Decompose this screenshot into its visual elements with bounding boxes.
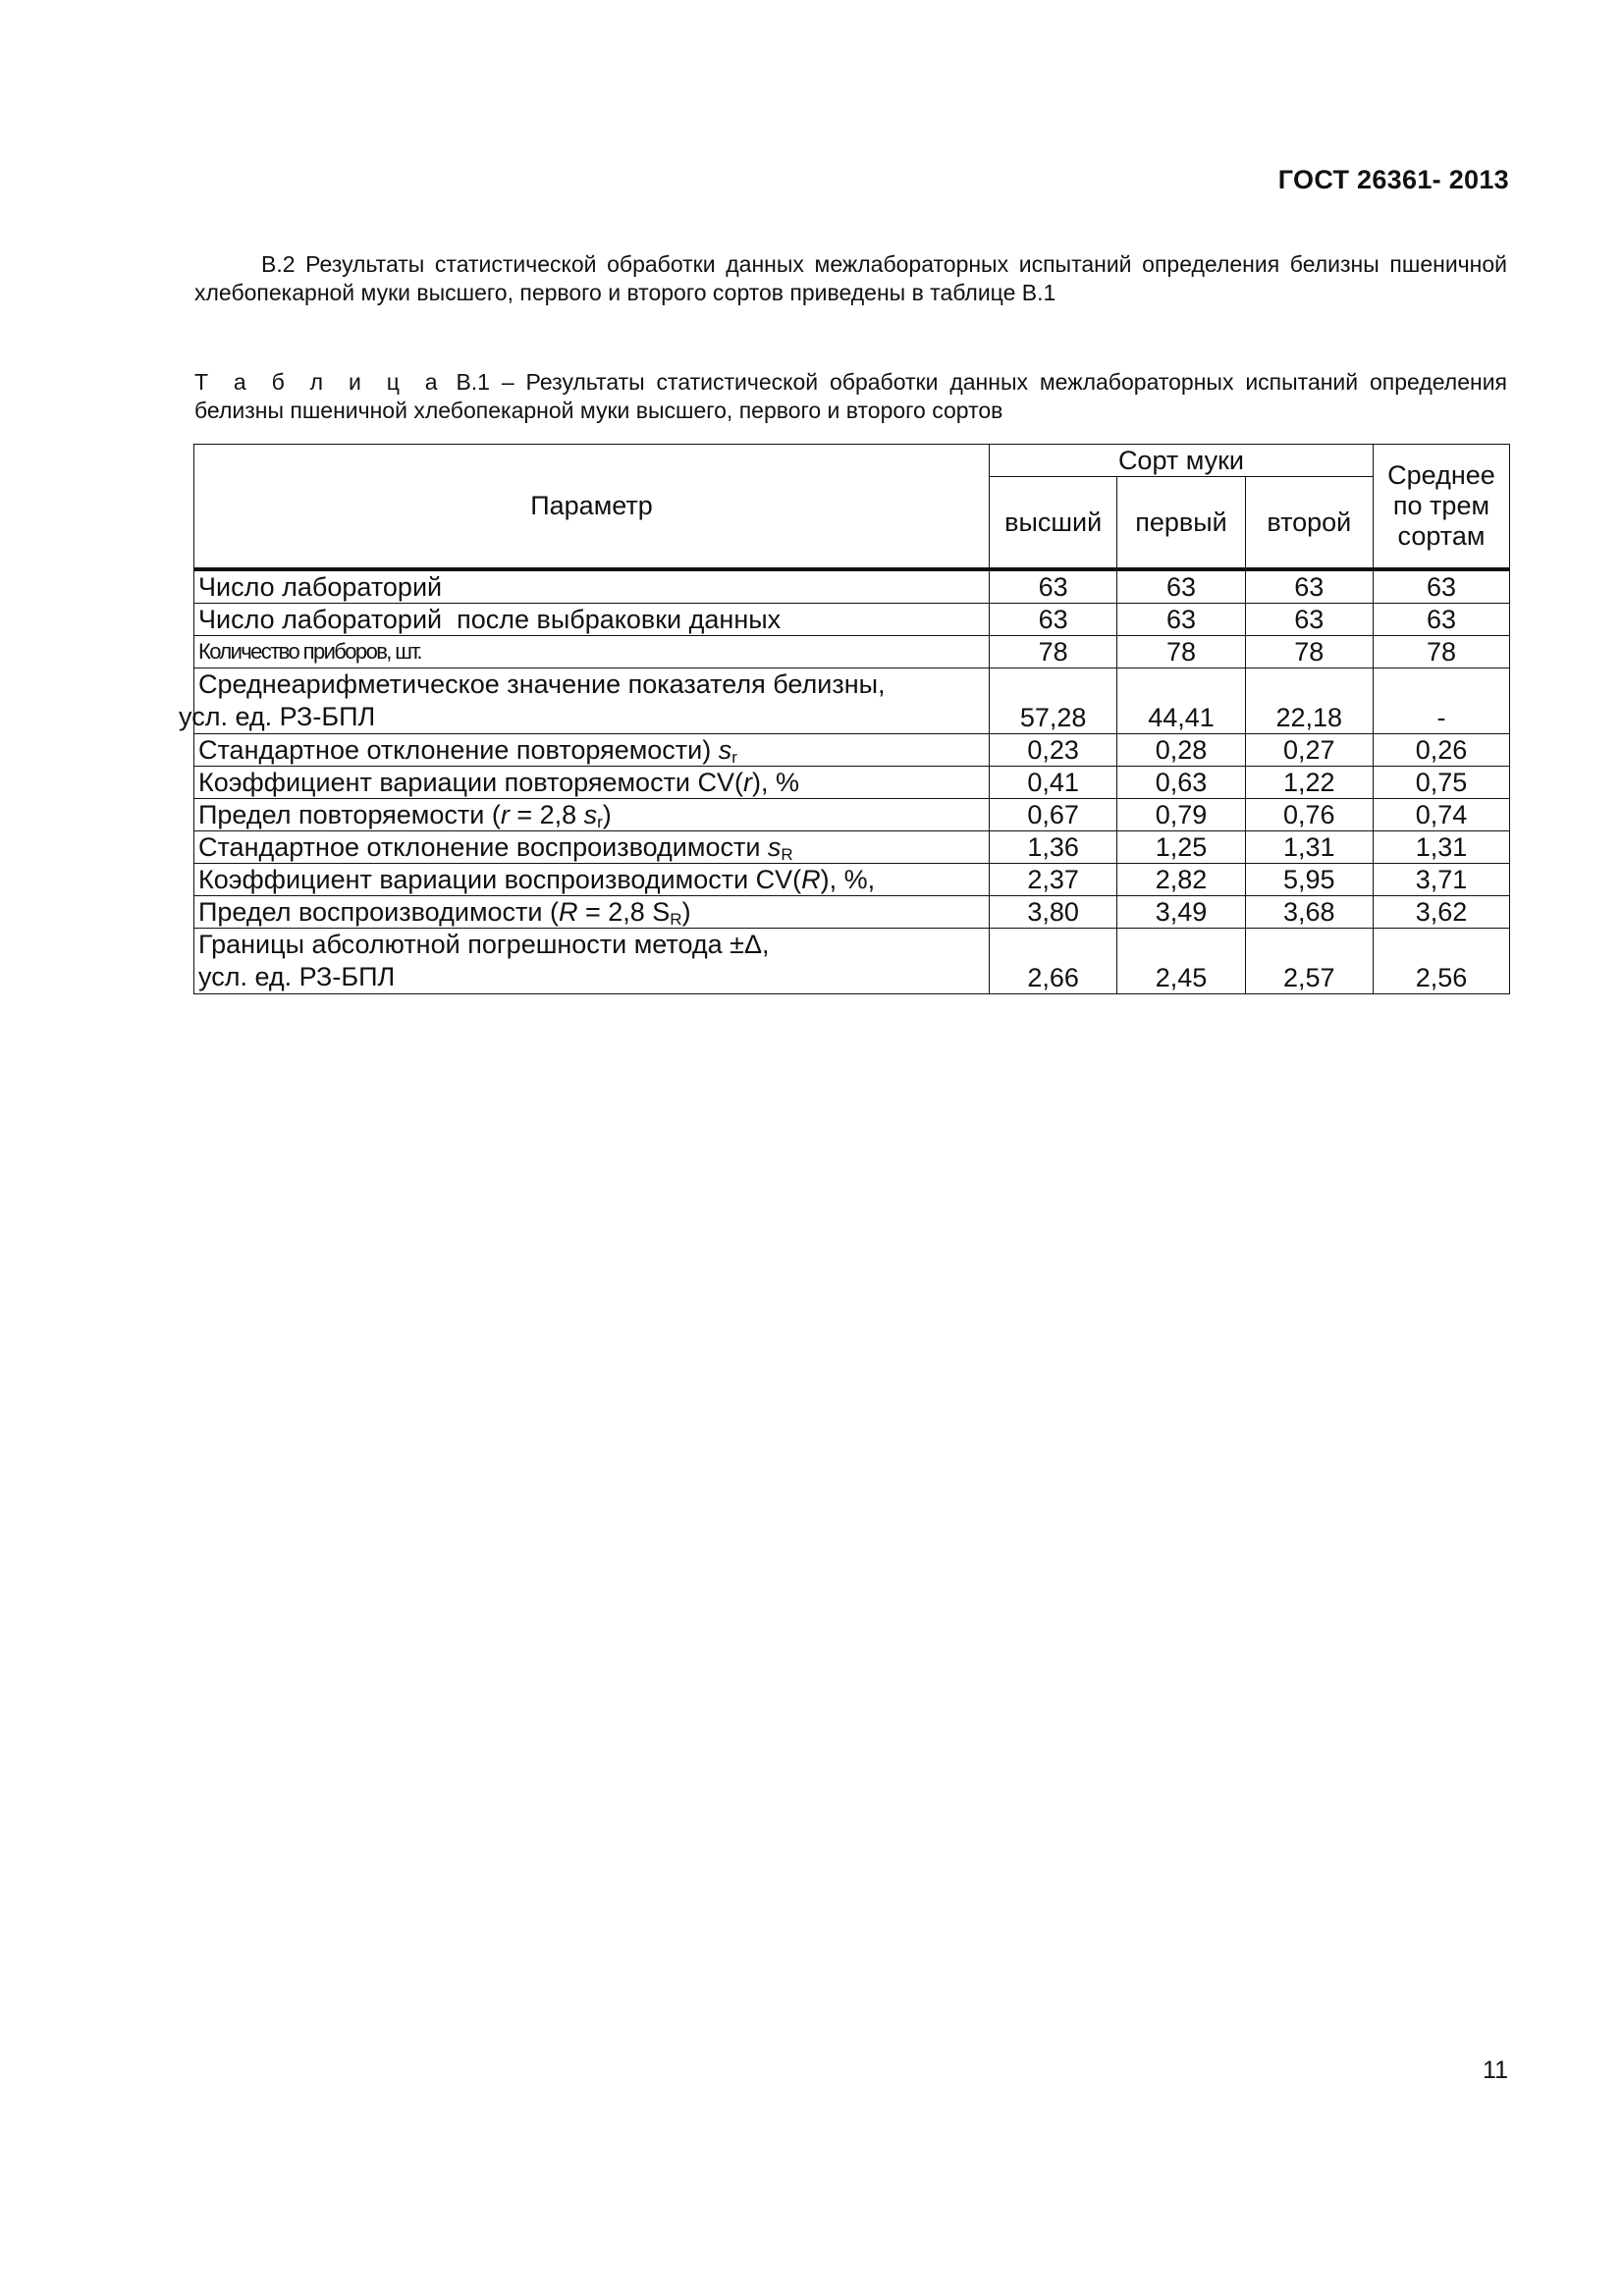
row-label-tail: ) xyxy=(602,800,612,829)
symbol-sub: r xyxy=(597,813,603,831)
cell-second: 22,18 xyxy=(1245,668,1373,734)
intro-paragraph: В.2 Результаты статистической обработки данных межлабораторных испытаний определения белизны пшеничной хлебопекарной муки высшего, первого и второго сортов приведены в таблице В.1 xyxy=(194,251,1507,305)
cell-second: 63 xyxy=(1245,604,1373,636)
cell-top: 0,23 xyxy=(990,734,1117,767)
table-row xyxy=(194,569,1510,604)
row-label-line2: усл. ед. РЗ-БПЛ xyxy=(179,702,376,731)
symbol-s: s xyxy=(767,832,782,862)
cell-average: 63 xyxy=(1373,604,1509,636)
row-label xyxy=(194,864,990,896)
row-label: Число лабораторий после выбраковки данных xyxy=(194,604,990,636)
cell-first: 44,41 xyxy=(1117,668,1245,734)
row-label xyxy=(194,799,990,831)
row-label-text: Стандартное отклонение повторяемости) xyxy=(198,735,719,765)
cell-top: 1,36 xyxy=(990,831,1117,864)
table-row xyxy=(194,864,1510,896)
table-row xyxy=(194,767,1510,799)
row-label-mid: = 2,8 S xyxy=(577,897,671,927)
table-row xyxy=(194,604,1510,636)
symbol-sub: R xyxy=(670,910,682,929)
row-label-text: Предел воспроизводимости ( xyxy=(198,897,559,927)
header-grade-second: второй xyxy=(1245,477,1373,570)
page-number: 11 xyxy=(1483,2056,1508,2084)
cell-average: 2,56 xyxy=(1373,929,1509,994)
row-label xyxy=(179,668,990,734)
row-label xyxy=(194,896,990,929)
table-row xyxy=(194,734,1510,767)
symbol-r: r xyxy=(743,768,753,797)
cell-second: 78 xyxy=(1245,636,1373,668)
cell-average: 3,71 xyxy=(1373,864,1509,896)
header-grade-first: первый xyxy=(1117,477,1245,570)
table-row xyxy=(194,668,1510,734)
cell-first: 0,63 xyxy=(1117,767,1245,799)
row-label-line2: усл. ед. РЗ-БПЛ xyxy=(198,962,396,991)
cell-second: 3,68 xyxy=(1245,896,1373,929)
cell-second: 63 xyxy=(1245,569,1373,604)
symbol-sub: R xyxy=(781,845,793,864)
row-label-mid: = 2,8 xyxy=(509,800,584,829)
table-caption xyxy=(194,368,1507,425)
cell-top: 0,67 xyxy=(990,799,1117,831)
table-row xyxy=(194,799,1510,831)
row-label-tail: ), %, xyxy=(820,865,876,894)
row-label-line1: Границы абсолютной погрешности метода ±Δ, xyxy=(198,930,770,959)
table-row xyxy=(194,929,1510,994)
cell-top: 2,66 xyxy=(990,929,1117,994)
cell-average: 0,26 xyxy=(1373,734,1509,767)
header-param: Параметр xyxy=(194,445,990,570)
cell-average: - xyxy=(1373,668,1509,734)
row-label xyxy=(194,734,990,767)
row-label-text: Коэффициент вариации воспроизводимости CV( xyxy=(198,865,802,894)
symbol-r: R xyxy=(801,865,821,894)
cell-first: 3,49 xyxy=(1117,896,1245,929)
cell-average: 63 xyxy=(1373,569,1509,604)
symbol-r: r xyxy=(500,800,510,829)
cell-first: 63 xyxy=(1117,604,1245,636)
cell-top: 3,80 xyxy=(990,896,1117,929)
cell-second: 1,31 xyxy=(1245,831,1373,864)
cell-second: 0,76 xyxy=(1245,799,1373,831)
cell-second: 5,95 xyxy=(1245,864,1373,896)
cell-average: 0,75 xyxy=(1373,767,1509,799)
cell-top: 63 xyxy=(990,569,1117,604)
row-label-line1: Среднеарифметическое значение показателя белизны, xyxy=(198,669,886,699)
row-label xyxy=(194,767,990,799)
symbol-s: s xyxy=(583,800,598,829)
cell-second: 1,22 xyxy=(1245,767,1373,799)
cell-first: 2,82 xyxy=(1117,864,1245,896)
cell-second: 0,27 xyxy=(1245,734,1373,767)
header-average: Среднее по трем сортам xyxy=(1373,445,1509,570)
cell-first: 63 xyxy=(1117,569,1245,604)
row-label xyxy=(194,929,990,994)
cell-top: 78 xyxy=(990,636,1117,668)
header-grade-top: высший xyxy=(990,477,1117,570)
cell-average: 1,31 xyxy=(1373,831,1509,864)
symbol-s: s xyxy=(718,735,732,765)
table-row xyxy=(194,896,1510,929)
row-label-text: Предел повторяемости ( xyxy=(198,800,501,829)
row-label xyxy=(194,831,990,864)
document-code: ГОСТ 26361- 2013 xyxy=(1277,165,1509,194)
cell-top: 2,37 xyxy=(990,864,1117,896)
cell-first: 2,45 xyxy=(1117,929,1245,994)
cell-top: 0,41 xyxy=(990,767,1117,799)
row-label: Количество приборов, шт. xyxy=(194,636,990,668)
table-caption-label: Т а б л и ц а xyxy=(194,369,445,395)
cell-top: 63 xyxy=(990,604,1117,636)
header-grade-group: Сорт муки xyxy=(990,445,1374,477)
cell-top: 57,28 xyxy=(990,668,1117,734)
table-row xyxy=(194,831,1510,864)
row-label: Число лабораторий xyxy=(194,569,990,604)
row-label-text: Стандартное отклонение воспроизводимости xyxy=(198,832,768,862)
cell-average: 78 xyxy=(1373,636,1509,668)
table-row xyxy=(194,636,1510,668)
cell-average: 3,62 xyxy=(1373,896,1509,929)
symbol-sub: r xyxy=(731,748,737,767)
row-label-tail: ), % xyxy=(752,768,800,797)
results-table xyxy=(179,444,1510,994)
cell-first: 78 xyxy=(1117,636,1245,668)
cell-first: 1,25 xyxy=(1117,831,1245,864)
row-label-text: Коэффициент вариации повторяемости CV( xyxy=(198,768,744,797)
table-caption-text: В.1 – Результаты статистической обработки данных межлабораторных испытаний определения белизны пшеничной хлебопекарной муки высшего, первого и второго сортов xyxy=(194,369,1507,423)
row-label-tail: ) xyxy=(681,897,691,927)
cell-first: 0,79 xyxy=(1117,799,1245,831)
symbol-r: R xyxy=(558,897,578,927)
cell-second: 2,57 xyxy=(1245,929,1373,994)
cell-first: 0,28 xyxy=(1117,734,1245,767)
cell-average: 0,74 xyxy=(1373,799,1509,831)
